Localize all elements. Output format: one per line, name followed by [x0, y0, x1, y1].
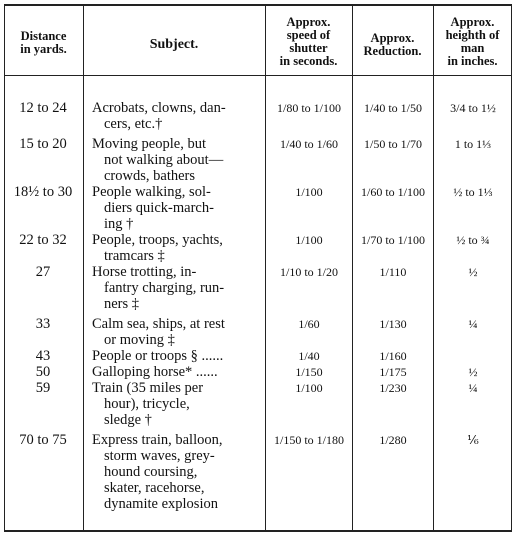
height-cell: ⅙ [467, 433, 479, 447]
subject-line: sledge † [104, 412, 152, 428]
reduction-cell: 1/160 [379, 349, 407, 363]
subject-line: Express train, balloon, [92, 432, 223, 448]
column-divider [83, 4, 84, 532]
subject-cell [92, 264, 264, 312]
height-cell: ½ to 1⅓ [453, 185, 493, 199]
header-distance [4, 30, 83, 56]
shutter-cell: 1/60 [298, 317, 320, 331]
header-line: shutter [289, 41, 328, 55]
height-cell: ¼ [468, 317, 478, 331]
header-line: Approx. [286, 15, 331, 29]
shutter-cell: 1/100 [295, 185, 323, 199]
subject-cell [92, 100, 264, 132]
header-line: in yards. [20, 42, 67, 56]
height-cell: 3/4 to 1½ [450, 101, 496, 115]
subject-line: diers quick-march- [104, 200, 214, 216]
subject-line: Moving people, but [92, 136, 206, 152]
subject-line: People or troops § ...... [92, 348, 224, 364]
reduction-cell: 1/70 to 1/100 [360, 233, 425, 247]
distance-cell: 59 [35, 380, 51, 396]
reduction-cell: 1/175 [379, 365, 407, 379]
subject-line: Galloping horse* ...... [92, 364, 218, 380]
distance-cell: 50 [35, 364, 51, 380]
header-line: Reduction. [363, 44, 422, 58]
subject-cell [92, 432, 264, 512]
distance-cell: 15 to 20 [19, 136, 67, 152]
shutter-cell: 1/150 [295, 365, 323, 379]
subject-cell [92, 364, 264, 380]
header-line: man [460, 41, 485, 55]
subject-line: skater, racehorse, [104, 480, 205, 496]
header-divider [4, 75, 512, 76]
shutter-cell: 1/40 to 1/60 [279, 137, 338, 151]
header-line: speed of [286, 28, 331, 42]
shutter-cell: 1/10 to 1/20 [279, 265, 338, 279]
header-line: in inches. [447, 54, 498, 68]
distance-cell: 18½ to 30 [13, 184, 73, 200]
reduction-cell: 1/40 to 1/50 [363, 101, 422, 115]
subject-cell [92, 136, 264, 184]
subject-line: storm waves, grey- [104, 448, 215, 464]
header-line: Approx. [370, 31, 415, 45]
subject-cell [92, 184, 264, 232]
subject-line: crowds, bathers [104, 168, 196, 184]
header-line: in seconds. [279, 54, 338, 68]
subject-line: or moving ‡ [104, 332, 175, 348]
table [4, 4, 512, 532]
reduction-cell: 1/230 [379, 381, 407, 395]
subject-line: dynamite explosion [104, 496, 218, 512]
subject-line: Calm sea, ships, at rest [92, 316, 225, 332]
header-line: Approx. [450, 15, 495, 29]
header-height [433, 16, 512, 68]
header-subject: Subject. [149, 37, 199, 52]
subject-line: Train (35 miles per [92, 380, 204, 396]
subject-line: hound coursing, [104, 464, 198, 480]
shutter-cell: 1/100 [295, 381, 323, 395]
subject-line: Acrobats, clowns, dan- [92, 100, 226, 116]
subject-line: cers, etc.† [104, 116, 163, 132]
subject-line: Horse trotting, in- [92, 264, 197, 280]
reduction-cell: 1/280 [379, 433, 407, 447]
subject-line: People walking, sol- [92, 184, 211, 200]
height-cell: ½ [468, 265, 478, 279]
subject-cell [92, 232, 264, 264]
height-cell: ½ [468, 365, 478, 379]
distance-cell: 22 to 32 [19, 232, 67, 248]
height-cell: 1 to 1⅓ [454, 137, 492, 151]
reduction-cell: 1/110 [379, 265, 407, 279]
subject-line: not walking about— [104, 152, 224, 168]
reduction-cell: 1/60 to 1/100 [360, 185, 425, 199]
subject-cell [92, 380, 264, 428]
distance-cell: 27 [35, 264, 51, 280]
subject-line: People, troops, yachts, [92, 232, 223, 248]
subject-line: fantry charging, run- [104, 280, 225, 296]
height-cell: ¼ [468, 381, 478, 395]
subject-line: ners ‡ [104, 296, 140, 312]
subject-cell [92, 316, 264, 348]
distance-cell: 43 [35, 348, 51, 364]
reduction-cell: 1/50 to 1/70 [363, 137, 422, 151]
subject-cell [92, 348, 264, 364]
header-shutter [265, 16, 352, 68]
shutter-cell: 1/80 to 1/100 [276, 101, 341, 115]
subject-line: tramcars ‡ [104, 248, 165, 264]
subject-line: hour), tricycle, [104, 396, 190, 412]
subject-line: ing † [104, 216, 134, 232]
reduction-cell: 1/130 [379, 317, 407, 331]
header-line: Distance [20, 29, 67, 43]
distance-cell: 12 to 24 [19, 100, 67, 116]
header-line: heighth of [445, 28, 500, 42]
header-reduction [352, 32, 433, 58]
height-cell: ½ to ¾ [456, 233, 490, 247]
shutter-cell: 1/100 [295, 233, 323, 247]
distance-cell: 33 [35, 316, 51, 332]
shutter-cell: 1/40 [298, 349, 320, 363]
shutter-cell: 1/150 to 1/180 [273, 433, 344, 447]
distance-cell: 70 to 75 [19, 432, 67, 448]
